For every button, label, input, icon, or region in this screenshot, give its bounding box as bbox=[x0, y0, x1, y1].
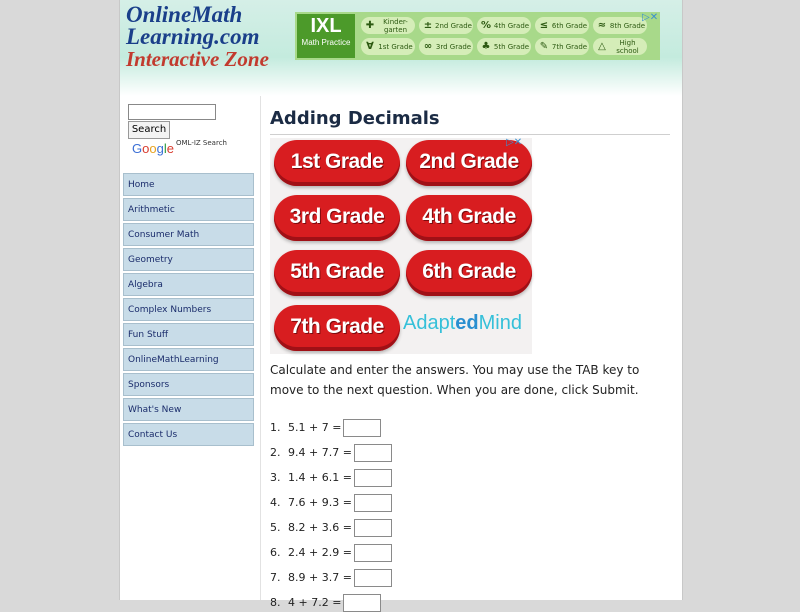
sidebar-item-geometry[interactable]: Geometry bbox=[123, 248, 254, 271]
adaptedmind-brand-c: Mind bbox=[478, 312, 522, 334]
grade-symbol-icon: ± bbox=[423, 19, 433, 31]
sidebar-item-consumer-math[interactable]: Consumer Math bbox=[123, 223, 254, 246]
answer-input[interactable] bbox=[354, 494, 392, 512]
question-expression: 8.2 + 3.6 = bbox=[288, 521, 352, 534]
instructions: Calculate and enter the answers. You may use the TAB key to move to the next question. When you are done, click Submit. bbox=[270, 363, 640, 397]
answer-input[interactable] bbox=[354, 544, 392, 562]
page-title: Adding Decimals bbox=[270, 108, 440, 129]
answer-input[interactable] bbox=[354, 444, 392, 462]
grade-symbol-icon: △ bbox=[598, 40, 606, 52]
sidebar-item-complex-numbers[interactable]: Complex Numbers bbox=[123, 298, 254, 321]
grade-button[interactable]: 5th Grade bbox=[274, 250, 400, 296]
grade-button[interactable]: 6th Grade bbox=[406, 250, 532, 296]
sidebar-item-contact-us[interactable]: Contact Us bbox=[123, 423, 254, 446]
logo-line-1: OnlineMath bbox=[126, 2, 243, 27]
ixl-subtitle: Math Practice bbox=[301, 38, 351, 47]
search-button[interactable]: Search bbox=[128, 121, 170, 139]
ixl-grade-link[interactable] bbox=[593, 38, 647, 55]
grade-symbol-icon: ♣ bbox=[481, 40, 491, 52]
sidebar-item-sponsors[interactable]: Sponsors bbox=[123, 373, 254, 396]
ixl-grade-label: 1st Grade bbox=[378, 42, 413, 51]
answer-input[interactable] bbox=[343, 594, 381, 612]
ixl-grade-link[interactable] bbox=[477, 38, 531, 55]
page bbox=[119, 0, 683, 609]
site-logo[interactable] bbox=[126, 4, 269, 70]
question-number: 1. bbox=[270, 421, 281, 434]
logo-line-3: Interactive Zone bbox=[126, 47, 269, 71]
ixl-logo[interactable] bbox=[297, 14, 355, 58]
question-row bbox=[270, 519, 392, 537]
ad-close-icon[interactable]: ▷✕ bbox=[642, 12, 659, 23]
ixl-grade-link[interactable] bbox=[535, 38, 589, 55]
ixl-grade-label: High school bbox=[616, 38, 639, 55]
grade-symbol-icon: ∞ bbox=[423, 40, 433, 52]
ixl-grade-link[interactable] bbox=[361, 17, 415, 34]
grade-button[interactable]: 1st Grade bbox=[274, 140, 400, 186]
question-number: 2. bbox=[270, 446, 281, 459]
ixl-grade-link[interactable] bbox=[593, 17, 647, 34]
ixl-grade-label: 8th Grade bbox=[609, 21, 646, 30]
sidebar-item-onlinemathlearning[interactable]: OnlineMathLearning bbox=[123, 348, 254, 371]
ixl-grade-link[interactable] bbox=[535, 17, 589, 34]
title-rule bbox=[270, 134, 670, 135]
grade-symbol-icon: ✚ bbox=[365, 19, 375, 31]
sidebar-nav bbox=[123, 173, 254, 448]
adaptedmind-brand-a: Adapt bbox=[403, 312, 456, 334]
ixl-grade-label: 2nd Grade bbox=[435, 21, 472, 30]
question-expression: 1.4 + 6.1 = bbox=[288, 471, 352, 484]
ixl-grade-link[interactable] bbox=[477, 17, 531, 34]
question-expression: 2.4 + 2.9 = bbox=[288, 546, 352, 559]
question-expression: 9.4 + 7.7 = bbox=[288, 446, 352, 459]
question-number: 5. bbox=[270, 521, 281, 534]
sidebar-item-what-s-new[interactable]: What's New bbox=[123, 398, 254, 421]
answer-input[interactable] bbox=[354, 469, 392, 487]
answer-input[interactable] bbox=[354, 519, 392, 537]
grade-button[interactable]: 2nd Grade bbox=[406, 140, 532, 186]
question-number: 8. bbox=[270, 596, 281, 609]
question-row bbox=[270, 444, 392, 462]
sidebar-item-algebra[interactable]: Algebra bbox=[123, 273, 254, 296]
column-divider bbox=[260, 96, 261, 600]
grade-button[interactable]: 3rd Grade bbox=[274, 195, 400, 241]
question-row bbox=[270, 569, 392, 587]
adaptedmind-ad[interactable] bbox=[270, 138, 532, 354]
ixl-grade-label: 6th Grade bbox=[551, 21, 588, 30]
sidebar-item-home[interactable]: Home bbox=[123, 173, 254, 196]
adaptedmind-brand-b: ed bbox=[455, 312, 479, 334]
question-number: 7. bbox=[270, 571, 281, 584]
ixl-grade-label: 5th Grade bbox=[493, 42, 530, 51]
question-row bbox=[270, 419, 381, 437]
ixl-grade-label: Kinder-garten bbox=[383, 17, 408, 34]
grade-symbol-icon: % bbox=[480, 19, 492, 31]
ixl-brand: IXL bbox=[310, 15, 342, 37]
adaptedmind-logo[interactable] bbox=[403, 312, 522, 335]
question-expression: 5.1 + 7 = bbox=[288, 421, 342, 434]
site-header bbox=[120, 0, 682, 96]
ixl-grade-label: 3rd Grade bbox=[435, 42, 472, 51]
grade-symbol-icon: ✎ bbox=[539, 40, 549, 52]
sidebar-item-fun-stuff[interactable]: Fun Stuff bbox=[123, 323, 254, 346]
grade-button[interactable]: 4th Grade bbox=[406, 195, 532, 241]
ixl-grade-link[interactable] bbox=[419, 38, 473, 55]
ixl-grade-link[interactable] bbox=[419, 17, 473, 34]
search-caption: OML-IZ Search bbox=[176, 139, 227, 147]
grade-symbol-icon: ∀ bbox=[366, 40, 374, 52]
question-row bbox=[270, 494, 392, 512]
question-number: 3. bbox=[270, 471, 281, 484]
question-expression: 4 + 7.2 = bbox=[288, 596, 342, 609]
question-number: 4. bbox=[270, 496, 281, 509]
search-input[interactable] bbox=[128, 104, 216, 120]
sidebar-item-arithmetic[interactable]: Arithmetic bbox=[123, 198, 254, 221]
answer-input[interactable] bbox=[354, 569, 392, 587]
question-row bbox=[270, 469, 392, 487]
google-logo: Google bbox=[132, 141, 174, 156]
question-row bbox=[270, 544, 392, 562]
grade-button[interactable]: 7th Grade bbox=[274, 305, 400, 351]
ad-close-icon[interactable]: ▷✕ bbox=[506, 137, 523, 148]
grade-symbol-icon: ≈ bbox=[597, 19, 607, 31]
ixl-grade-label: 4th Grade bbox=[493, 21, 530, 30]
grade-symbol-icon: ≤ bbox=[539, 19, 549, 31]
question-expression: 7.6 + 9.3 = bbox=[288, 496, 352, 509]
ixl-banner-ad[interactable] bbox=[295, 12, 660, 60]
ixl-grade-label: 7th Grade bbox=[551, 42, 588, 51]
answer-input[interactable] bbox=[343, 419, 381, 437]
question-row bbox=[270, 594, 381, 612]
logo-line-2: Learning.com bbox=[126, 24, 260, 49]
question-number: 6. bbox=[270, 546, 281, 559]
question-expression: 8.9 + 3.7 = bbox=[288, 571, 352, 584]
ixl-grade-link[interactable] bbox=[361, 38, 415, 55]
